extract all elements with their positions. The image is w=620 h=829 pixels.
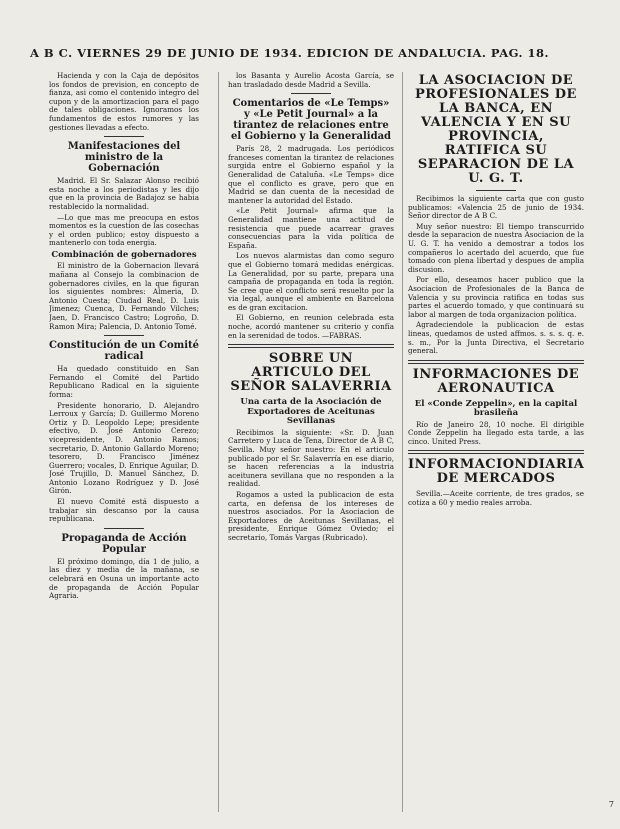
paragraph: «Le Petit Journal» afirma que la Generalidad mantiene una actitud de resistencia que puede acarrear graves consecuencias para la vida política de España. — [228, 206, 394, 250]
column-rule — [402, 72, 403, 812]
paragraph: Agradeciendole la publicacion de estas lineas, quedamos de usted affmos. s. s. s. q. e. s. m., Por la Junta Directiva, el Secretario general. — [408, 320, 584, 356]
headline-large: INFORMACIONES DE AERONAUTICA — [412, 366, 580, 396]
headline: Constitución de un Comité radical — [49, 340, 199, 363]
divider — [104, 136, 144, 137]
paragraph: —Lo que mas me preocupa en estos momentos es la cuestion de las cosechas y el orden publico; estoy dispuesto a mantenerlo con toda energia. — [49, 212, 199, 248]
paragraph: Rogamos a usted la publicacion de esta carta, en defensa de los intereses de nuestros asociados. Por la Asociacion de Exportadores de Aceitunas Sevillanas, el presidente, Enrique Gómez Oviedo; el secretario, Tomás Vargas (Rubricado). — [228, 489, 394, 542]
page-number: 7 — [608, 800, 614, 809]
headline: Propaganda de Acción Popular — [61, 532, 187, 555]
divider — [408, 360, 584, 364]
column-middle — [228, 72, 394, 820]
paragraph: El próximo domingo, día 1 de julio, a las diez y media de la mañana, se celebrará en Osuna un importante acto de propaganda de Acción Popular Agraria. — [49, 556, 199, 601]
paragraph: los Basanta y Aurelio Acosta García, se han trasladado desde Madrid a Sevilla. — [228, 72, 394, 89]
headline-large: SOBRE UN ARTICULO DEL SEÑOR SALAVERRIA — [230, 351, 392, 395]
divider — [104, 335, 144, 336]
paragraph: Recibimos la siguiente carta que con gusto publicamos: «Valencia 25 de junio de 1934. Señor director de A B C. — [408, 194, 584, 221]
divider — [291, 93, 331, 94]
divider — [228, 344, 394, 348]
paragraph: Ha quedado constituido en San Fernando el Comité del Partido Republicano Radical en la siguiente forma: — [49, 364, 199, 399]
paragraph: Recibimos la siguiente: «Sr. D. Juan Carretero y Luca de Tena, Director de A B C, Sevilla. Muy señor nuestro: En el articulo publicado por el Sr. Salaverría en ese diario, se hacen referencias a la industria aceitunera sevillana que no responden a la realidad. — [228, 427, 394, 489]
paragraph: Los nuevos alarmistas dan como seguro que el Gobierno tomará medidas enérgicas. La Generalidad, por su parte, prepara una campaña de propaganda en toda la región. Se cree que el conflicto será resuelto por la via legal, aunque el ambiente en Barcelona es de gran excitacion. — [228, 251, 394, 312]
headline-large: LA ASOCIACION DE PROFESIONALES DE LA BANCA, EN VALENCIA Y EN SU PROVINCIA, RATIFICA SU SEPARACION DE LA U. G. T. — [415, 73, 577, 186]
page-header: A B C. VIERNES 29 DE JUNIO DE 1934. EDICION DE ANDALUCIA. PAG. 18. — [30, 46, 550, 60]
paragraph: Muy señor nuestro: El tiempo transcurrido desde la separacion de nuestra Asociacion de la U. G. T. ha venido a demostrar a todos los compañeros lo acertado del acuerdo, que fue tomado con plena libertad y despues de amplia discusion. — [408, 221, 584, 274]
divider — [408, 450, 584, 454]
column-right — [408, 72, 584, 820]
paragraph: Hacienda y con la Caja de depósitos los fondos de prevision, en concepto de fianza, asi como el contenido integro del cupon y de la amortizacion para el pago de tales obligaciones. Ignoramos los fundamentos de estos rumores y las gestiones llevadas a efecto. — [49, 72, 199, 132]
headline: Manifestaciones del ministro de la Gobernación — [67, 141, 181, 175]
paragraph: Madrid. El Sr. Salazar Alonso recibió esta noche a los periodistas y les dijo que en la provincia de Badajoz se habia restablecido la normalidad. — [49, 176, 199, 211]
headline-large: INFORMACIONDIARIA DE MERCADOS — [408, 457, 584, 487]
divider — [104, 528, 144, 529]
subheadline: Una carta de la Asociación de Exportadores de Aceitunas Sevillanas — [240, 397, 382, 427]
column-left — [49, 72, 199, 820]
paragraph: París 28, 2 madrugada. Los periódicos franceses comentan la tirantez de relaciones surgida entre el Gobierno español y la Generalidad de Cataluña. «Le Temps» dice que el conflicto es grave, pero que en Madrid se dan cuenta de la necesidad de mantener la autoridad del Estado. — [228, 144, 394, 205]
paragraph: Río de Janeiro 28, 10 noche. El dirigible Conde Zeppelin ha llegado esta tarde, a las cinco. United Press. — [408, 419, 584, 446]
subheadline: Combinación de gobernadores — [51, 249, 197, 260]
paragraph: Por ello, deseamos hacer publico que la Asociacion de Profesionales de la Banca de Valencia y su provincia ratifica en todas sus partes el acuerdo tomado, y que continuará su labor al margen de toda organizacion política. — [408, 275, 584, 319]
paragraph: El nuevo Comité está dispuesto a trabajar sin descanso por la causa republicana. — [49, 497, 199, 524]
column-rule — [218, 72, 219, 812]
paragraph: El Gobierno, en reunion celebrada esta noche, acordó mantener su criterio y confía en la serenidad de todos. —FABRAS. — [228, 313, 394, 340]
subheadline: El «Conde Zeppelin», en la capital brasileña — [414, 398, 578, 419]
paragraph: Sevilla.—Aceite corriente, de tres grados, se cotiza a 60 y medio reales arroba. — [408, 489, 584, 508]
divider — [476, 190, 516, 191]
paragraph: Presidente honorario, D. Alejandro Lerroux y García; D. Guillermo Moreno Ortiz y D. Leopoldo Lepe; presidente efectivo, D. José Antonio Cerezo; vicepresidente, D. Antonio Ramos; secretario, D. Antonio Gallardo Moreno; tesorero, D. Francisco Jiménez Guerrero; vocales, D. Enrique Aguilar, D. José Trujillo, D. Manuel Sánchez, D. Antonio Lozano Rodríguez y D. José Girón. — [49, 400, 199, 496]
paragraph: El ministro de la Gobernacion llevará mañana al Consejo la combinacion de gobernadores civiles, en la que figuran los siguientes nombres: Almeria, D. Antonio Cuesta; Ciudad Real, D. Luis Jimenez; Cuenca, D. Fernando Vilches; Jaen, D. Francisco Castro; Logroño, D. Ramon Mira; Palencia, D. Antonio Tomé. — [49, 261, 199, 331]
headline: Comentarios de «Le Temps» y «Le Petit Journal» a la tirantez de relaciones entre el Gobierno y la Generalidad — [230, 98, 392, 143]
